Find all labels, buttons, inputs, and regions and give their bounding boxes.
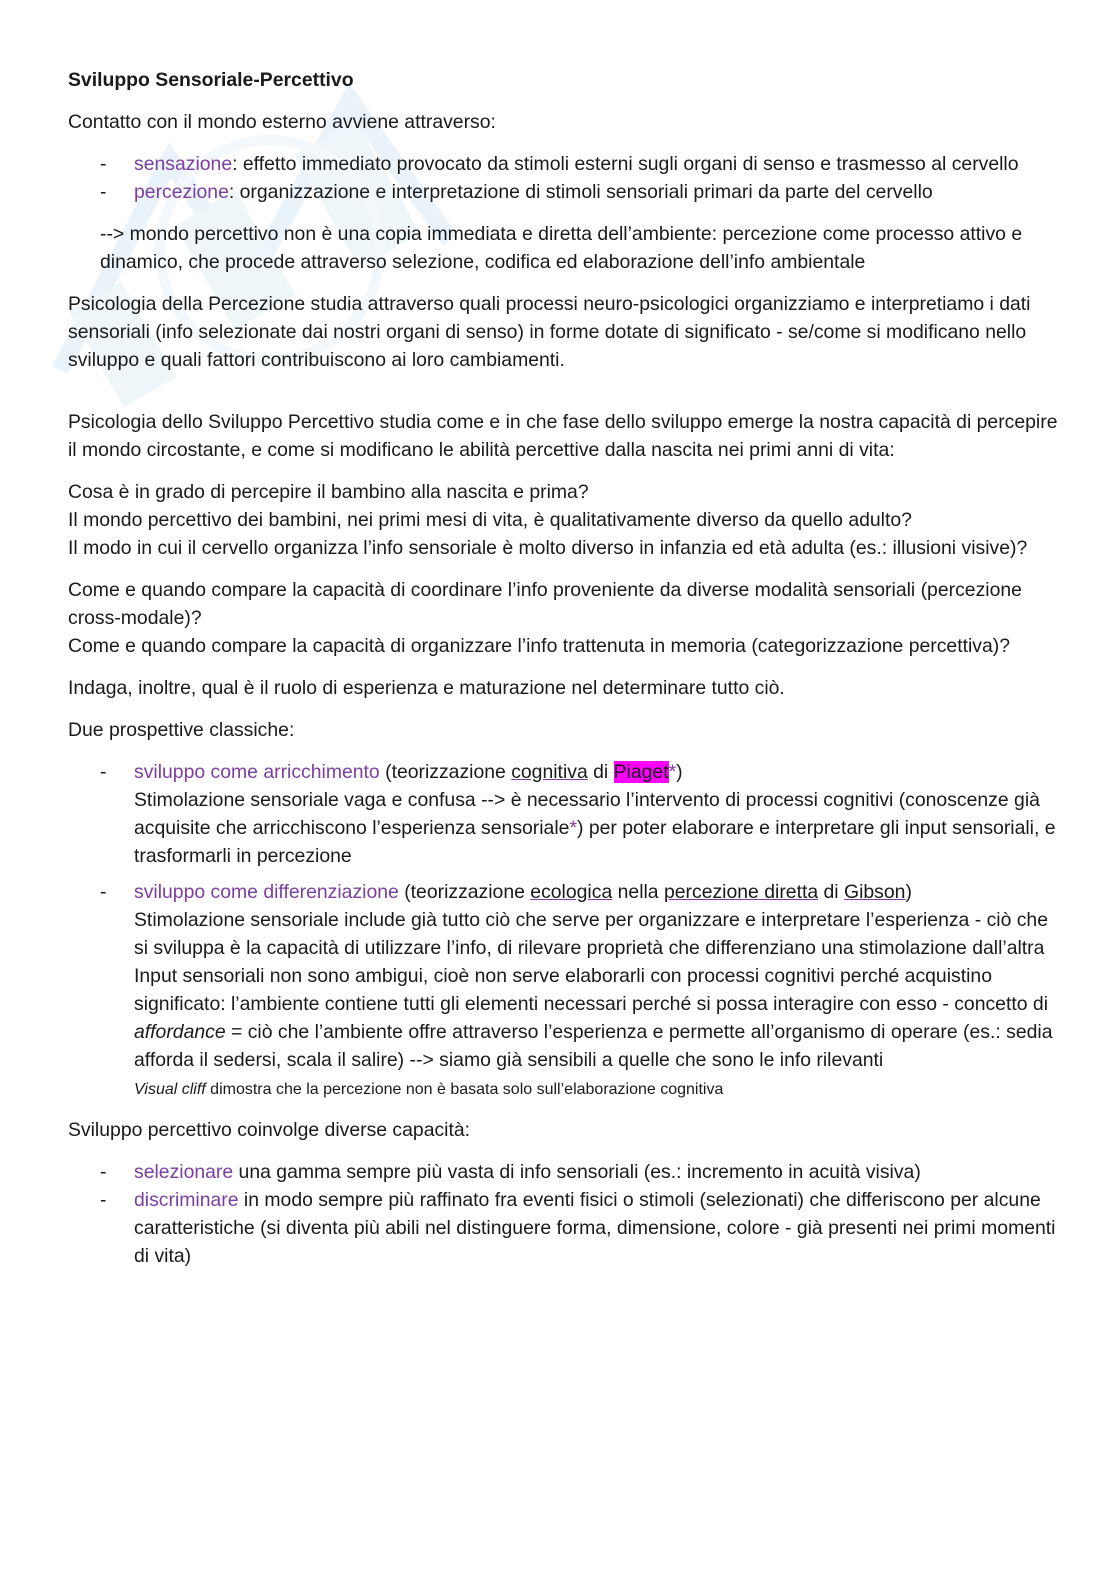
text: di [818, 881, 844, 903]
affordance-term: affordance [134, 1021, 226, 1043]
page-title: Sviluppo Sensoriale-Percettivo [68, 69, 354, 91]
sviluppo-capacita-heading: Sviluppo percettivo coinvolge diverse capacità: [68, 1119, 471, 1141]
text: (teorizzazione [398, 881, 531, 903]
definition-text: : effetto immediato provocato da stimoli esterni sugli organi di senso e trasmesso al cervello [232, 153, 1019, 175]
text: nella [612, 881, 664, 903]
term-sensazione: sensazione [134, 153, 233, 175]
term-selezionare: selezionare [134, 1161, 234, 1183]
term-differenziazione: sviluppo come differenziazione [134, 881, 399, 903]
question: Cosa è in grado di percepire il bambino alla nascita e prima? [68, 481, 589, 503]
highlight-piaget: Piaget [613, 761, 669, 783]
text: di [587, 761, 614, 783]
link-percezione-diretta: percezione diretta [663, 881, 819, 903]
text: ) [905, 881, 912, 903]
differenziazione-desc1: Stimolazione sensoriale include già tutto ciò che serve per organizzare e interpretare l’esperienza - ciò che si sviluppa è la capacità di utilizzare l’info, di rilevare proprietà che differenziano una stimolazione dall’altra [134, 909, 1049, 959]
definitions-list [68, 150, 1058, 206]
question: Il mondo percettivo dei bambini, nei primi mesi di vita, è qualitativamente diverso da quello adulto? [68, 509, 912, 531]
text: (teorizzazione [379, 761, 512, 783]
term-percezione: percezione [134, 181, 229, 203]
text: ) per poter elaborare e interpretare gli input sensoriali, e trasformarli in percezione [134, 817, 1056, 867]
text: ) [676, 761, 683, 783]
question: Il modo in cui il cervello organizza l’info sensoriale è molto diverso in infanzia ed età adulta (es.: illusioni visive)? [68, 537, 1028, 559]
questions-block-2 [68, 576, 1058, 660]
question: Come e quando compare la capacità di organizzare l’info trattenuta in memoria (categorizzazione percettiva)? [68, 635, 1011, 657]
term-arricchimento: sviluppo come arricchimento [134, 761, 380, 783]
document-page [68, 66, 1058, 1270]
questions-block-1 [68, 478, 1058, 562]
text: in modo sempre più raffinato fra eventi fisici o stimoli (selezionati) che differiscono per alcune caratteristiche (si diventa più abili nel distinguere forma, dimensione, colore - già presenti nei primi momenti di vita) [134, 1189, 1056, 1267]
question: Come e quando compare la capacità di coordinare l’info proveniente da diverse modalità sensoriali (percezione cross-modale)? [68, 579, 1022, 629]
visual-cliff-term: Visual cliff [134, 1081, 206, 1098]
psicologia-sviluppo-paragraph: Psicologia dello Sviluppo Percettivo studia come e in che fase dello sviluppo emerge la nostra capacità di percepire il mondo circostante, e come si modificano le abilità percettive dalla nascita nei primi anni di vita: [68, 411, 1058, 461]
text: una gamma sempre più vasta di info sensoriali (es.: incremento in acuità visiva) [233, 1161, 921, 1183]
list-item-differenziazione [68, 878, 1058, 1102]
text: dimostra che la percezione non è basata solo sull’elaborazione cognitiva [205, 1081, 724, 1098]
intro-text: Contatto con il mondo esterno avviene attraverso: [68, 111, 496, 133]
link-cognitiva: cognitiva [511, 761, 588, 783]
list-item-arricchimento [68, 758, 1058, 870]
prospettive-list [68, 758, 1058, 1102]
visual-cliff-note [134, 1081, 723, 1098]
text: = ciò che l’ambiente offre attraverso l’esperienza e permette all’organismo di operare (es.: sedia afforda il sedersi, scala il salire) --> siamo già sensibili a quelle che sono le info rilevanti [134, 1021, 1053, 1071]
definition-text: : organizzazione e interpretazione di stimoli sensoriali primari da parte del cervello [228, 181, 933, 203]
list-item [68, 1186, 1058, 1270]
differenziazione-desc2: Input sensoriali non sono ambigui, cioè non serve elaborarli con processi cognitivi perché acquistino significato: l’ambiente contiene tutti gli elementi necessari perché si possa interagire con esso - concetto di [134, 965, 1049, 1015]
psicologia-percezione-paragraph: Psicologia della Percezione studia attraverso quali processi neuro-psicologici organizziamo e interpretiamo i dati sensoriali (info selezionate dai nostri organi di senso) in forme dotate di significato - se/come si modificano nello sviluppo e quali fattori contribuiscono ai loro cambiamenti. [68, 293, 1031, 371]
list-item [68, 1158, 1058, 1186]
arrow-note: --> mondo percettivo non è una copia immediata e diretta dell’ambiente: percezione come processo attivo e dinamico, che procede attraverso selezione, codifica ed elaborazione dell’info ambientale [100, 223, 1023, 273]
link-ecologica: ecologica [530, 881, 613, 903]
indaga-paragraph: Indaga, inoltre, qual è il ruolo di esperienza e maturazione nel determinare tutto ciò. [68, 677, 785, 699]
capacita-list [68, 1158, 1058, 1270]
link-gibson: Gibson [844, 881, 906, 903]
due-prospettive-heading: Due prospettive classiche: [68, 719, 295, 741]
list-item [68, 178, 1058, 206]
list-item [68, 150, 1058, 178]
asterisk: * [569, 817, 577, 839]
term-discriminare: discriminare [134, 1189, 239, 1211]
arricchimento-desc: Stimolazione sensoriale vaga e confusa --> è necessario l’intervento di processi cognitivi (conoscenze già acquisite che arricchiscono l’esperienza sensoriale [134, 789, 1040, 839]
asterisk: * [668, 761, 677, 783]
